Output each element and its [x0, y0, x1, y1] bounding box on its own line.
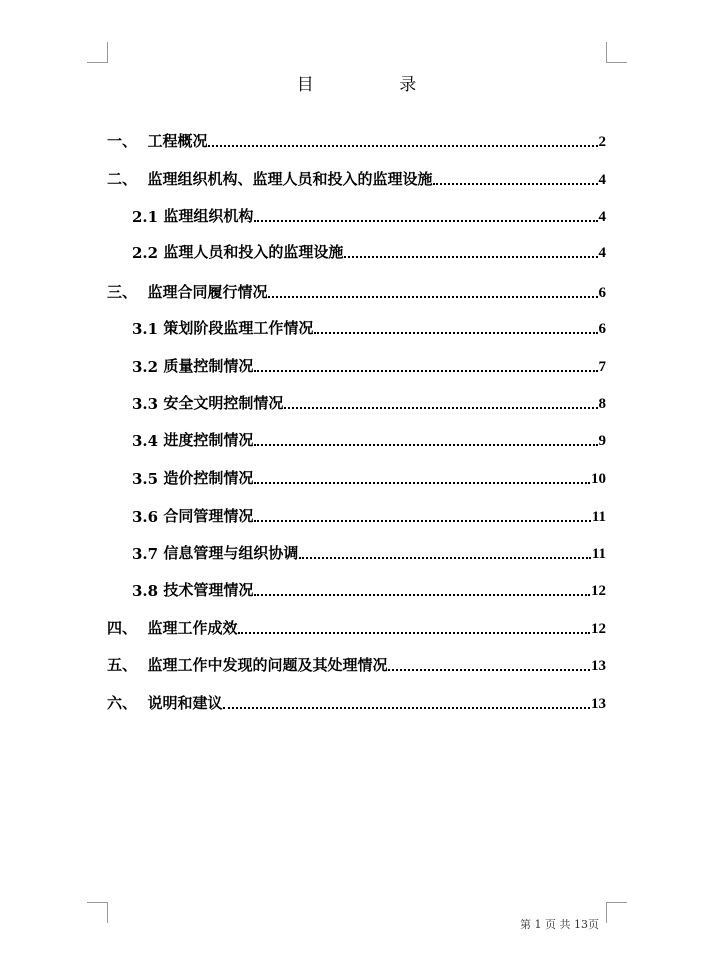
toc-entry[interactable] [132, 424, 606, 450]
toc-entry[interactable] [132, 537, 606, 563]
toc-entry-label: 策划阶段监理工作情况 [163, 319, 314, 337]
corner-mark-top-right [606, 42, 627, 63]
toc-entry-label: 监理组织机构 [163, 207, 254, 225]
toc-entry[interactable] [107, 276, 606, 302]
toc-entry-number: 3.3 [132, 395, 164, 413]
toc-dot-leader [268, 296, 597, 298]
toc-entry-label: 工程概况 [147, 132, 208, 150]
toc-entry-label: 安全文明控制情况 [163, 394, 284, 412]
toc-entry-number: 3.5 [132, 470, 164, 488]
toc-entry-page-number: 11 [591, 509, 606, 525]
toc-entry-number: 3.6 [132, 508, 164, 526]
toc-dot-leader [254, 520, 590, 522]
toc-entry-number: 二、 [107, 170, 148, 188]
toc-entry-page-number: 8 [598, 396, 606, 412]
toc-entry-number: 3.4 [132, 432, 164, 450]
toc-entry-number: 3.1 [132, 320, 164, 338]
toc-dot-leader [223, 707, 590, 709]
toc-entry-label: 说明和建议 [147, 694, 223, 712]
toc-entry-page-number: 13 [591, 696, 606, 712]
toc-entry-label: 信息管理与组织协调 [163, 544, 299, 562]
toc-entry-page-number: 11 [591, 546, 606, 562]
toc-entry-label: 进度控制情况 [163, 431, 254, 449]
toc-entry-page-number: 6 [598, 321, 606, 337]
toc-entry-page-number: 12 [591, 583, 606, 599]
toc-entry-page-number: 13 [591, 658, 606, 674]
toc-dot-leader [254, 482, 590, 484]
toc-entry[interactable] [107, 649, 606, 675]
toc-entry-label: 监理人员和投入的监理设施 [163, 243, 344, 261]
toc-entry-page-number: 4 [598, 209, 606, 225]
toc-title: 目 录 [296, 75, 457, 95]
corner-mark-bottom-right [606, 902, 627, 923]
toc-entry-number: 2.2 [132, 244, 164, 262]
toc-dot-leader [254, 370, 597, 372]
toc-entry-page-number: 7 [598, 359, 606, 375]
toc-entry-page-number: 6 [598, 285, 606, 301]
toc-entry-number: 五、 [107, 656, 148, 674]
toc-entry[interactable] [132, 312, 606, 338]
toc-dot-leader [388, 669, 590, 671]
toc-entry[interactable] [107, 125, 606, 151]
toc-dot-leader [344, 256, 597, 258]
toc-entry-label: 监理组织机构、监理人员和投入的监理设施 [147, 170, 433, 188]
corner-mark-bottom-left [87, 902, 108, 923]
toc-entry-label: 监理合同履行情况 [147, 283, 268, 301]
toc-entry-label: 质量控制情况 [163, 357, 254, 375]
toc-dot-leader [314, 332, 597, 334]
toc-entry[interactable] [132, 387, 606, 413]
toc-entry-label: 技术管理情况 [163, 581, 254, 599]
toc-entry-number: 四、 [107, 619, 148, 637]
toc-entry-number: 一、 [107, 132, 148, 150]
toc-entry-number: 3.2 [132, 358, 164, 376]
toc-dot-leader [284, 407, 597, 409]
toc-entry-number: 三、 [107, 283, 148, 301]
corner-mark-top-left [87, 42, 108, 63]
toc-entry-number: 3.8 [132, 582, 164, 600]
toc-entry[interactable] [132, 236, 606, 262]
toc-entry[interactable] [107, 163, 606, 189]
toc-dot-leader [433, 183, 597, 185]
toc-entry-page-number: 9 [598, 433, 606, 449]
toc-entry-number: 六、 [107, 694, 148, 712]
toc-entry[interactable] [132, 350, 606, 376]
toc-entry-page-number: 2 [598, 134, 606, 150]
toc-entry[interactable] [132, 500, 606, 526]
toc-entry-label: 监理工作成效 [147, 619, 238, 637]
toc-entry-page-number: 10 [591, 471, 606, 487]
toc-entry-label: 造价控制情况 [163, 469, 254, 487]
toc-entry[interactable] [132, 462, 606, 488]
page-footer: 第 1 页 共 13页 [520, 918, 599, 931]
toc-entry[interactable] [107, 612, 606, 638]
toc-dot-leader [238, 632, 590, 634]
toc-dot-leader [254, 220, 597, 222]
toc-dot-leader [299, 557, 590, 559]
toc-entry[interactable] [107, 687, 606, 713]
toc-entry[interactable] [132, 574, 606, 600]
toc-entry-number: 3.7 [132, 545, 164, 563]
toc-entry-page-number: 4 [598, 245, 606, 261]
toc-entry-number: 2.1 [132, 208, 164, 226]
toc-entry[interactable] [132, 200, 606, 226]
toc-entry-label: 合同管理情况 [163, 507, 254, 525]
toc-dot-leader [208, 145, 597, 147]
toc-entry-page-number: 4 [598, 172, 606, 188]
toc-entry-page-number: 12 [591, 621, 606, 637]
toc-dot-leader [254, 594, 590, 596]
toc-dot-leader [254, 444, 597, 446]
toc-entry-label: 监理工作中发现的问题及其处理情况 [147, 656, 388, 674]
